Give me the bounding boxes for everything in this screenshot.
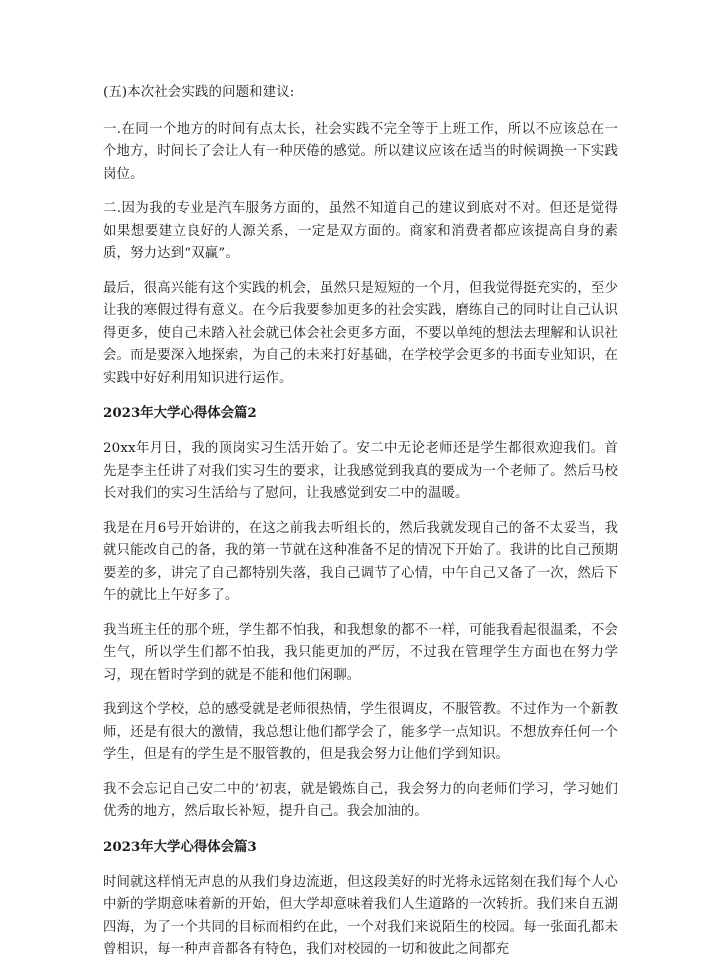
heading-part-2: 2023年大学心得体会篇2 xyxy=(103,405,257,421)
paragraph-internship-start: 20xx年月日，我的顶岗实习生活开始了。安二中无论老师还是学生都很欢迎我们。首先是李主任讲了对我们实习生的要求，让我感觉到我真的要成为一个老师了。然后马校长对我们的实习生活给与了慰问，让我感觉到安二中的温暖。 xyxy=(103,441,618,501)
paragraph-suggestion-2: 二.因为我的专业是汽车服务方面的，虽然不知道自己的建议到底对不对。但还是觉得如果想要建立良好的人源关系，一定是双方面的。商家和消费者都应该提高自身的素质，努力达到“双赢”。 xyxy=(103,201,618,261)
paragraph-time-passes: 时间就这样悄无声息的从我们身边流逝，但这段美好的时光将永远铭刻在我们每个人心中新的学期意味着新的开始，但大学却意味着我们人生道路的一次转折。我们来自五湖四海，为了一个共同的目标而相约在此，一个对我们来说陌生的校园。每一张面孔都未曾相识，每一种声音都各有特色，我们对校园的一切和彼此之间都充 xyxy=(103,874,618,957)
paragraph-class-teacher: 我当班主任的那个班，学生都不怕我，和我想象的都不一样，可能我看起很温柔，不会生气，所以学生们都不怕我，我只能更加的严厉，不过我在管理学生方面也在努力学习，现在暂时学到的就是不能和他们闲聊。 xyxy=(103,622,618,683)
paragraph-suggestion-1: 一.在同一个地方的时间有点太长，社会实践不完全等于上班工作，所以不应该总在一个地方，时间长了会让人有一种厌倦的感觉。所以建议应该在适当的时候调换一下实践岗位。 xyxy=(103,121,618,182)
paragraph-conclusion: 最后，很高兴能有这个实践的机会，虽然只是短短的一个月，但我觉得挺充实的，至少让我的寒假过得有意义。在今后我要参加更多的社会实践，磨练自己的同时让自己认识得更多，使自己未踏入社会就已体会社会更多方面，不要以单纯的想法去理解和认识社会。而是要深入地探索，为自己的未来打好基础，在学校学会更多的书面专业知识，在实践中好好利用知识进行运作。 xyxy=(103,280,618,386)
heading-part-3: 2023年大学心得体会篇3 xyxy=(103,838,257,855)
paragraph-original-intention: 我不会忘记自己安二中的’初衷，就是锻炼自己，我会努力的向老师们学习，学习她们优秀的地方，然后取长补短，提升自己。我会加油的。 xyxy=(103,781,618,819)
document-page xyxy=(103,82,618,974)
paragraph-school-impression: 我到这个学校，总的感受就是老师很热情，学生很调皮，不服管教。不过作为一个新教师，还是有很大的激情，我总想让他们都学会了，能多学一点知识。不想放弃任何一个学生，但是有的学生是不服管教的，但是我会努力让他们学到知识。 xyxy=(103,702,618,762)
section-title-problems: (五)本次社会实践的问题和建议: xyxy=(103,85,295,100)
paragraph-first-lesson: 我是在月6号开始讲的，在这之前我去听组长的，然后我就发现自己的备不太妥当，我就只能改自己的备，我的第一节就在这种准备不足的情况下开始了。我讲的比自己预期要差的多，讲完了自己都特别失落，我自己调节了心情，中午自己又备了一次，然后下午的就比上午好多了。 xyxy=(103,520,618,603)
